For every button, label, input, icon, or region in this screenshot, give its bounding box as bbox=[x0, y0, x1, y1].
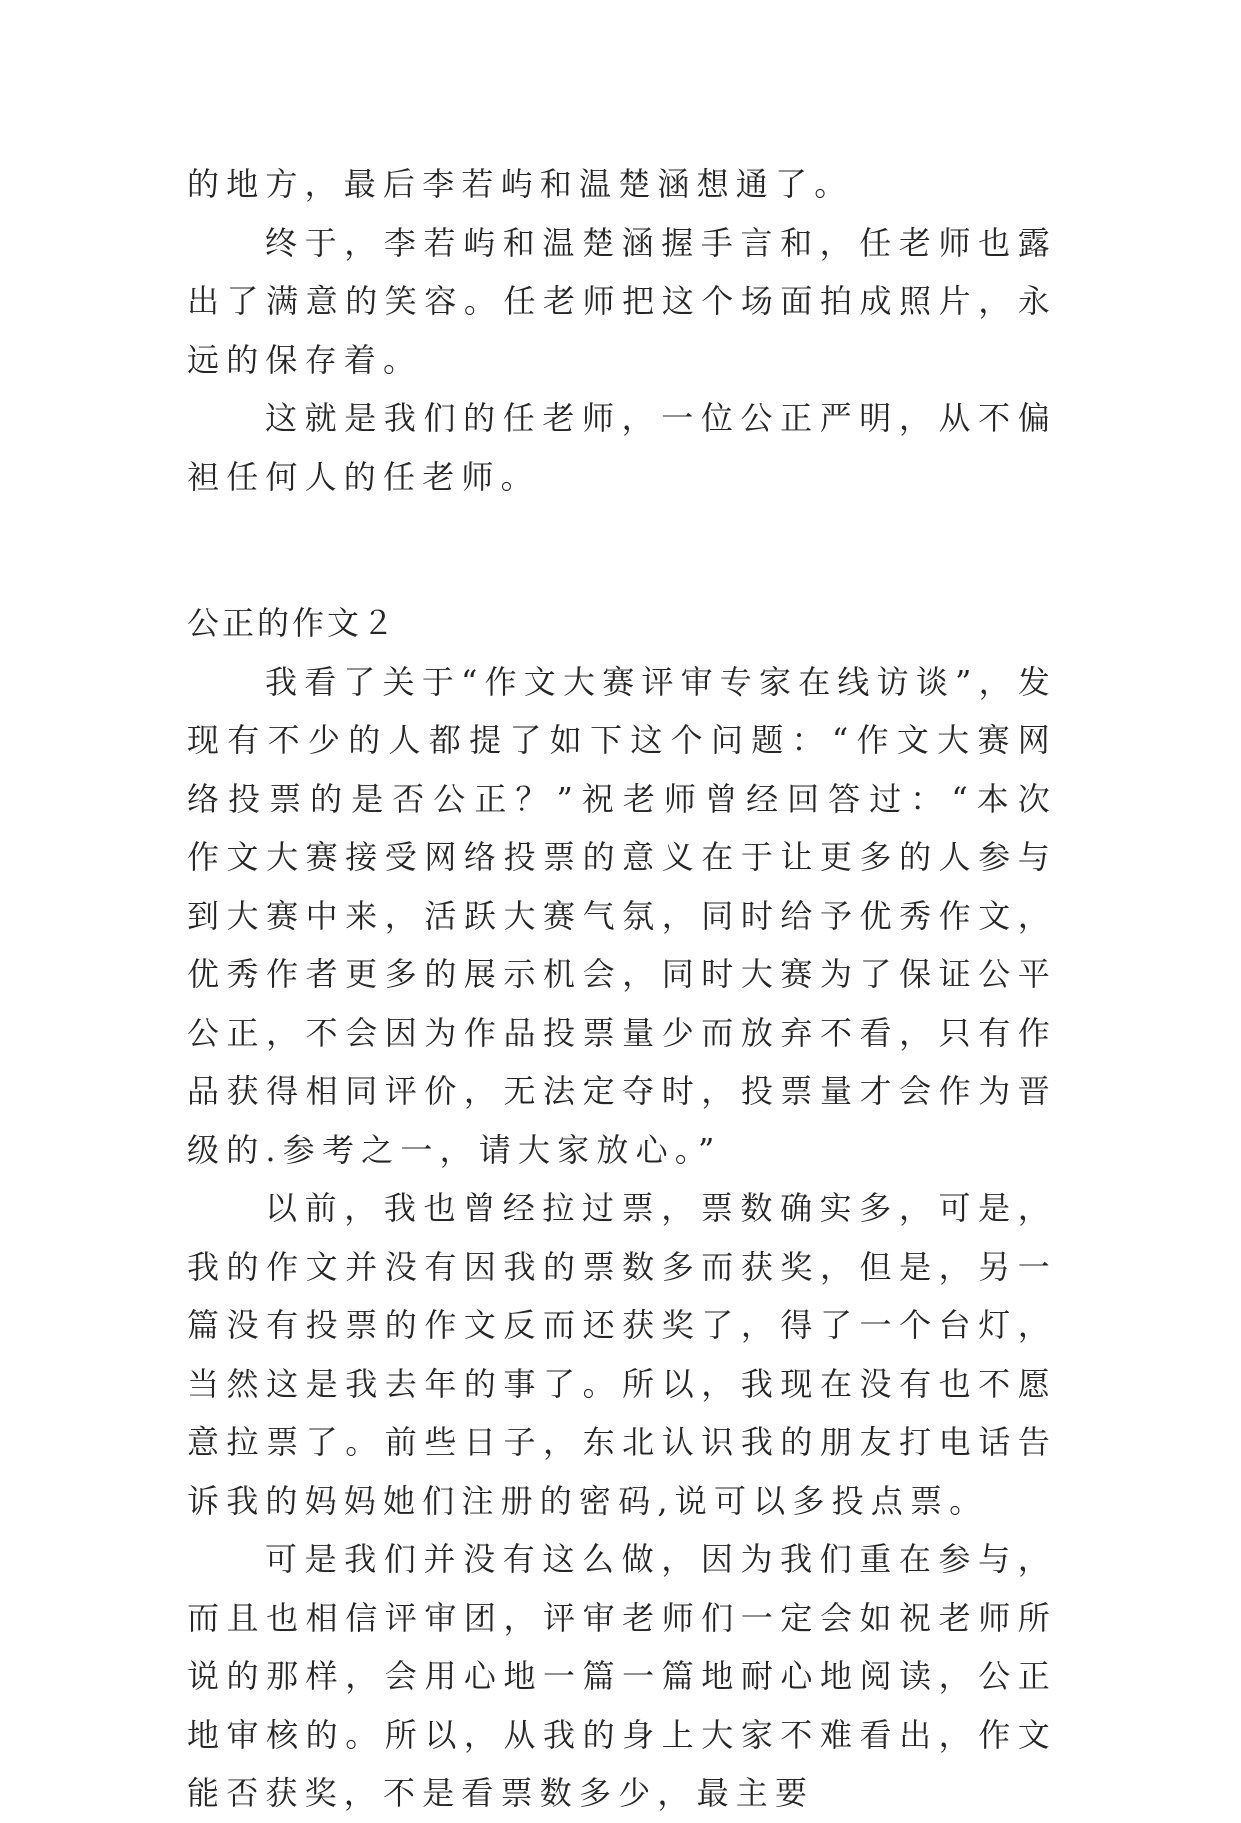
paragraph: 我看了关于“作文大赛评审专家在线访谈”，发现有不少的人都提了如下这个问题：“作文大赛网络投票的是否公正？”祝老师曾经回答过：“本次作文大赛接受网络投票的意义在于让更多的人参与到大赛中来，活跃大赛气氛，同时给予优秀作文，优秀作者更多的展示机会，同时大赛为了保证公平公正，不会因为作品投票量少而放弃不看，只有作品获得相同评价，无法定夺时，投票量才会作为晋级的.参考之一，请大家放心。” bbox=[187, 662, 1057, 1169]
paragraph: 终于，李若屿和温楚涵握手言和，任老师也露出了满意的笑容。任老师把这个场面拍成照片，永远的保存着。 bbox=[187, 223, 1057, 379]
section-title: 公正的作文２ bbox=[187, 604, 398, 642]
paragraph: 这就是我们的任老师，一位公正严明，从不偏袒任何人的任老师。 bbox=[187, 399, 1057, 496]
paragraph: 可是我们并没有这么做，因为我们重在参与，而且也相信评审团，评审老师们一定会如祝老师所说的那样，会用心地一篇一篇地耐心地阅读，公正地审核的。所以，从我的身上大家不难看出，作文能否获奖，不是看票数多少，最主要 bbox=[187, 1540, 1057, 1812]
section-spacer bbox=[187, 506, 1057, 594]
document-body bbox=[187, 155, 1057, 1823]
paragraph: 以前，我也曾经拉过票，票数确实多，可是，我的作文并没有因我的票数多而获奖，但是，另一篇没有投票的作文反而还获奖了，得了一个台灯，当然这是我去年的事了。所以，我现在没有也不愿意拉票了。前些日子，东北认识我的朋友打电话告诉我的妈妈她们注册的密码,说可以多投点票。 bbox=[187, 1189, 1057, 1520]
paragraph-continuation: 的地方，最后李若屿和温楚涵想通了。 bbox=[187, 165, 854, 203]
